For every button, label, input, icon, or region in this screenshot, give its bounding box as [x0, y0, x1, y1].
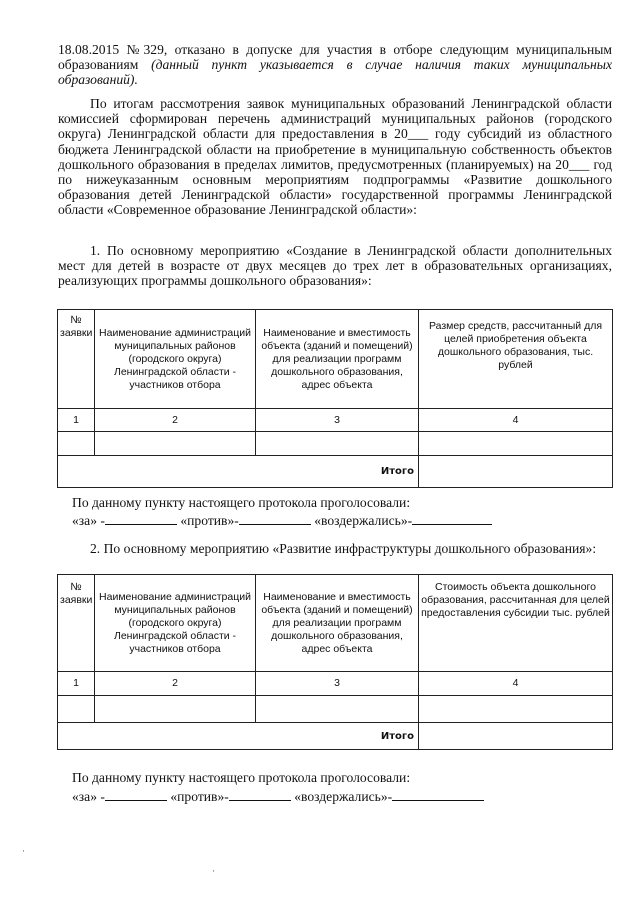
- column-number: 2: [95, 672, 256, 696]
- vote-for-blank: [105, 789, 167, 801]
- section1-vote-line: [72, 513, 492, 529]
- scan-speck: ·: [212, 866, 215, 876]
- intro-text: 18.08.2015 №329, отказано в допуске для участия в отборе следующим муниципальным образованиям: [58, 42, 612, 73]
- vote-abstained-blank: [392, 789, 484, 801]
- vote-abstained-label: «воздержались»-: [314, 513, 413, 528]
- header-application-number: № заявки: [58, 310, 95, 409]
- vote-against-blank: [239, 513, 311, 525]
- table-header-row: [58, 575, 613, 672]
- column-number: 1: [58, 409, 95, 432]
- section2-vote-intro: По данному пункту настоящего протокола проголосовали:: [72, 770, 411, 785]
- vote-against-label: «против»-: [170, 789, 229, 804]
- column-number: 2: [95, 409, 256, 432]
- header-application-number: № заявки: [58, 575, 95, 672]
- table-header-row: [58, 310, 613, 409]
- column-number: 1: [58, 672, 95, 696]
- summary-paragraph: По итогам рассмотрения заявок муниципальных образований Ленинградской области комиссией сформирован перечень администраций муниципальных районов (городского округа) Ленинградской области для предоставления в 20___ году субсидий из областного бюджета Ленинградской области на приобретение в муниципальную собственность объектов дошкольного образования в пределах лимитов, предусмотренных (планируемых) на 20___ год по нижеуказанным основным мероприятиям подпрограммы «Развитие дошкольного образования детей Ленинградской области» государственной программы Ленинградской области «Современное образование Ленинградской области»:: [58, 96, 612, 218]
- total-label: Итого: [58, 723, 419, 750]
- vote-for-blank: [105, 513, 177, 525]
- column-number: 3: [256, 672, 419, 696]
- table-row: [58, 696, 613, 723]
- vote-for-label: «за» -: [72, 513, 105, 528]
- scan-speck: ·: [22, 846, 25, 856]
- column-number: 4: [419, 672, 613, 696]
- section1-table: [57, 309, 613, 488]
- vote-for-label: «за» -: [72, 789, 105, 804]
- section2-heading: 2. По основному мероприятию «Развитие инфраструктуры дошкольного образования»:: [90, 541, 597, 556]
- section2-vote-line: [72, 789, 484, 805]
- table-number-row: [58, 672, 613, 696]
- vote-against-label: «против»-: [180, 513, 239, 528]
- column-number: 4: [419, 409, 613, 432]
- total-value: [419, 723, 613, 750]
- header-municipality-name: Наименование администраций муниципальных районов (городского округа) Ленинградской области - участников отбора: [95, 310, 256, 409]
- header-municipality-name: Наименование администраций муниципальных районов (городского округа) Ленинградской области - участников отбора: [95, 575, 256, 672]
- table-row: [58, 432, 613, 456]
- section1-vote-intro: По данному пункту настоящего протокола проголосовали:: [72, 495, 411, 510]
- intro-paragraph: [58, 42, 612, 88]
- section1-heading: 1. По основному мероприятию «Создание в Ленинградской области дополнительных мест для детей в возрасте от двух месяцев до трех лет в образовательных организациях, реализующих программы дошкольного образования»:: [58, 243, 612, 289]
- table-total-row: [58, 456, 613, 488]
- total-label: Итого: [58, 456, 419, 488]
- vote-abstained-blank: [412, 513, 492, 525]
- header-object-name: Наименование и вместимость объекта (зданий и помещений) для реализации программ дошкольного образования, адрес объекта: [256, 575, 419, 672]
- table-total-row: [58, 723, 613, 750]
- header-object-cost: Стоимость объекта дошкольного образования, рассчитанная для целей предоставления субсидии тыс. рублей: [419, 575, 613, 672]
- section2-table: [57, 574, 613, 750]
- table-number-row: [58, 409, 613, 432]
- total-value: [419, 456, 613, 488]
- column-number: 3: [256, 409, 419, 432]
- intro-note: (данный пункт указывается в случае наличия таких муниципальных образований).: [58, 57, 612, 88]
- header-funds-amount: Размер средств, рассчитанный для целей приобретения объекта дошкольного образования, тыс. рублей: [419, 310, 613, 409]
- vote-abstained-label: «воздержались»-: [294, 789, 393, 804]
- vote-against-blank: [229, 789, 291, 801]
- header-object-name: Наименование и вместимость объекта (зданий и помещений) для реализации программ дошкольного образования, адрес объекта: [256, 310, 419, 409]
